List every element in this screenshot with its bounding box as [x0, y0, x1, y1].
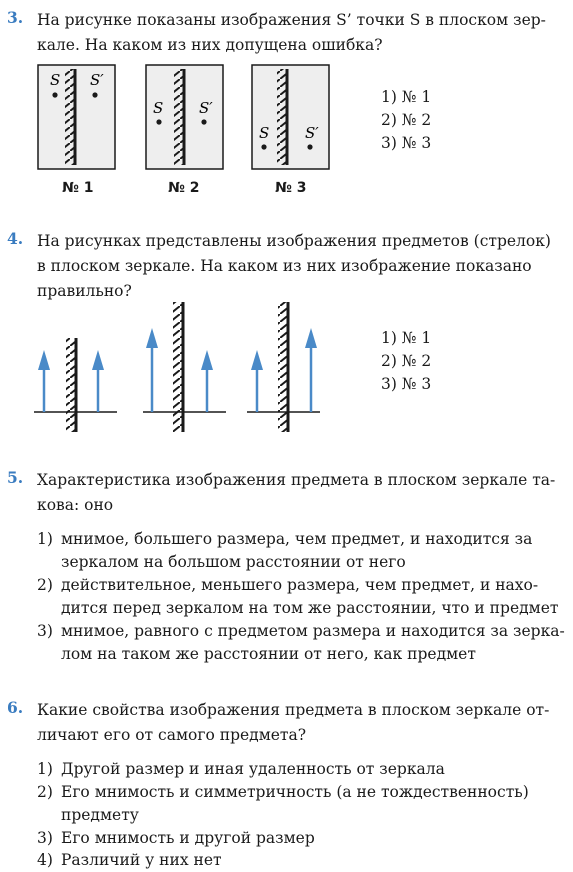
- answer-option: 2) № 2: [381, 352, 432, 370]
- option-line: лом на таком же расстоянии от него, как предмет: [61, 645, 476, 663]
- q3-caption-3: № 3: [275, 180, 307, 196]
- option-line: Его мнимость и другой размер: [61, 829, 315, 847]
- option-number: 3): [37, 829, 53, 847]
- q4-figures: [0, 298, 360, 438]
- q3-figures: [0, 55, 360, 185]
- option-line: Другой размер и иная удаленность от зеркала: [61, 760, 445, 778]
- question-line: На рисунках представлены изображения предметов (стрелок): [37, 232, 551, 250]
- image-dot: [307, 144, 312, 149]
- q3-caption-1: № 1: [62, 180, 94, 196]
- q4-answers: [381, 327, 431, 396]
- point-label: S: [50, 71, 61, 89]
- q6-option-4: [37, 849, 565, 872]
- option-number: 3): [37, 622, 53, 640]
- object-arrow-head: [251, 350, 263, 370]
- question-4-text: [37, 229, 563, 304]
- option-line: зеркалом на большом расстоянии от него: [61, 553, 406, 571]
- option-number: 2): [37, 576, 53, 594]
- q5-option-3: [37, 620, 565, 666]
- q6-option-2: [37, 781, 565, 827]
- question-6-text: [37, 698, 563, 748]
- answer-option: 2) № 2: [381, 111, 432, 129]
- option-line: Его мнимость и симметричность (а не тождественность): [61, 783, 529, 801]
- point-label: S: [259, 124, 270, 142]
- q3-caption-2: № 2: [168, 180, 200, 196]
- question-5-text: [37, 468, 563, 518]
- q4-figure-3: [247, 302, 320, 432]
- image-label: S′: [199, 99, 213, 117]
- question-line: кова: оно: [37, 496, 114, 514]
- point-dot: [261, 144, 266, 149]
- image-label: S′: [90, 71, 104, 89]
- question-line: Какие свойства изображения предмета в плоском зеркале от-: [37, 701, 550, 719]
- q5-option-2: [37, 574, 565, 620]
- question-line: Характеристика изображения предмета в плоском зеркале та-: [37, 471, 556, 489]
- image-arrow-head: [201, 350, 213, 370]
- image-dot: [92, 92, 97, 97]
- image-arrow-head: [92, 350, 104, 370]
- q4-figure-1: [34, 338, 117, 432]
- option-number: 2): [37, 783, 53, 801]
- object-arrow-head: [38, 350, 50, 370]
- question-4-number: 4.: [7, 229, 24, 248]
- q6-option-1: [37, 758, 565, 781]
- object-arrow-head: [146, 328, 158, 348]
- option-number: 4): [37, 851, 53, 869]
- answer-option: 3) № 3: [381, 134, 432, 152]
- option-line: предмету: [61, 806, 139, 824]
- question-3-text: [37, 8, 563, 58]
- image-dot: [201, 119, 206, 124]
- answer-option: 1) № 1: [381, 88, 432, 106]
- question-line: кале. На каком из них допущена ошибка?: [37, 36, 383, 54]
- point-dot: [156, 119, 161, 124]
- question-line: в плоском зеркале. На каком из них изображение показано: [37, 257, 532, 275]
- option-line: Различий у них нет: [61, 851, 222, 869]
- image-arrow-head: [305, 328, 317, 348]
- option-number: 1): [37, 760, 53, 778]
- question-5-number: 5.: [7, 468, 24, 487]
- image-label: S′: [305, 124, 319, 142]
- option-line: мнимое, большего размера, чем предмет, и находится за: [61, 530, 533, 548]
- answer-option: 1) № 1: [381, 329, 432, 347]
- question-line: На рисунке показаны изображения S’ точки S в плоском зер-: [37, 11, 546, 29]
- q3-figure-2: [146, 65, 223, 169]
- option-line: дится перед зеркалом на том же расстоянии, что и предмет: [61, 599, 559, 617]
- q5-option-1: [37, 528, 565, 574]
- q3-figure-3: [252, 65, 329, 169]
- q3-figure-1: [38, 65, 115, 169]
- option-line: действительное, меньшего размера, чем предмет, и нахо-: [61, 576, 539, 594]
- q6-option-3: [37, 827, 565, 850]
- question-line: правильно?: [37, 282, 132, 300]
- option-number: 1): [37, 530, 53, 548]
- q4-figure-2: [143, 302, 226, 432]
- option-line: мнимое, равного с предметом размера и находится за зерка-: [61, 622, 565, 640]
- answer-option: 3) № 3: [381, 375, 432, 393]
- point-dot: [52, 92, 57, 97]
- question-line: личают его от самого предмета?: [37, 726, 307, 744]
- q3-answers: [381, 86, 431, 155]
- point-label: S: [153, 99, 164, 117]
- question-6-number: 6.: [7, 698, 24, 717]
- question-3-number: 3.: [7, 8, 24, 27]
